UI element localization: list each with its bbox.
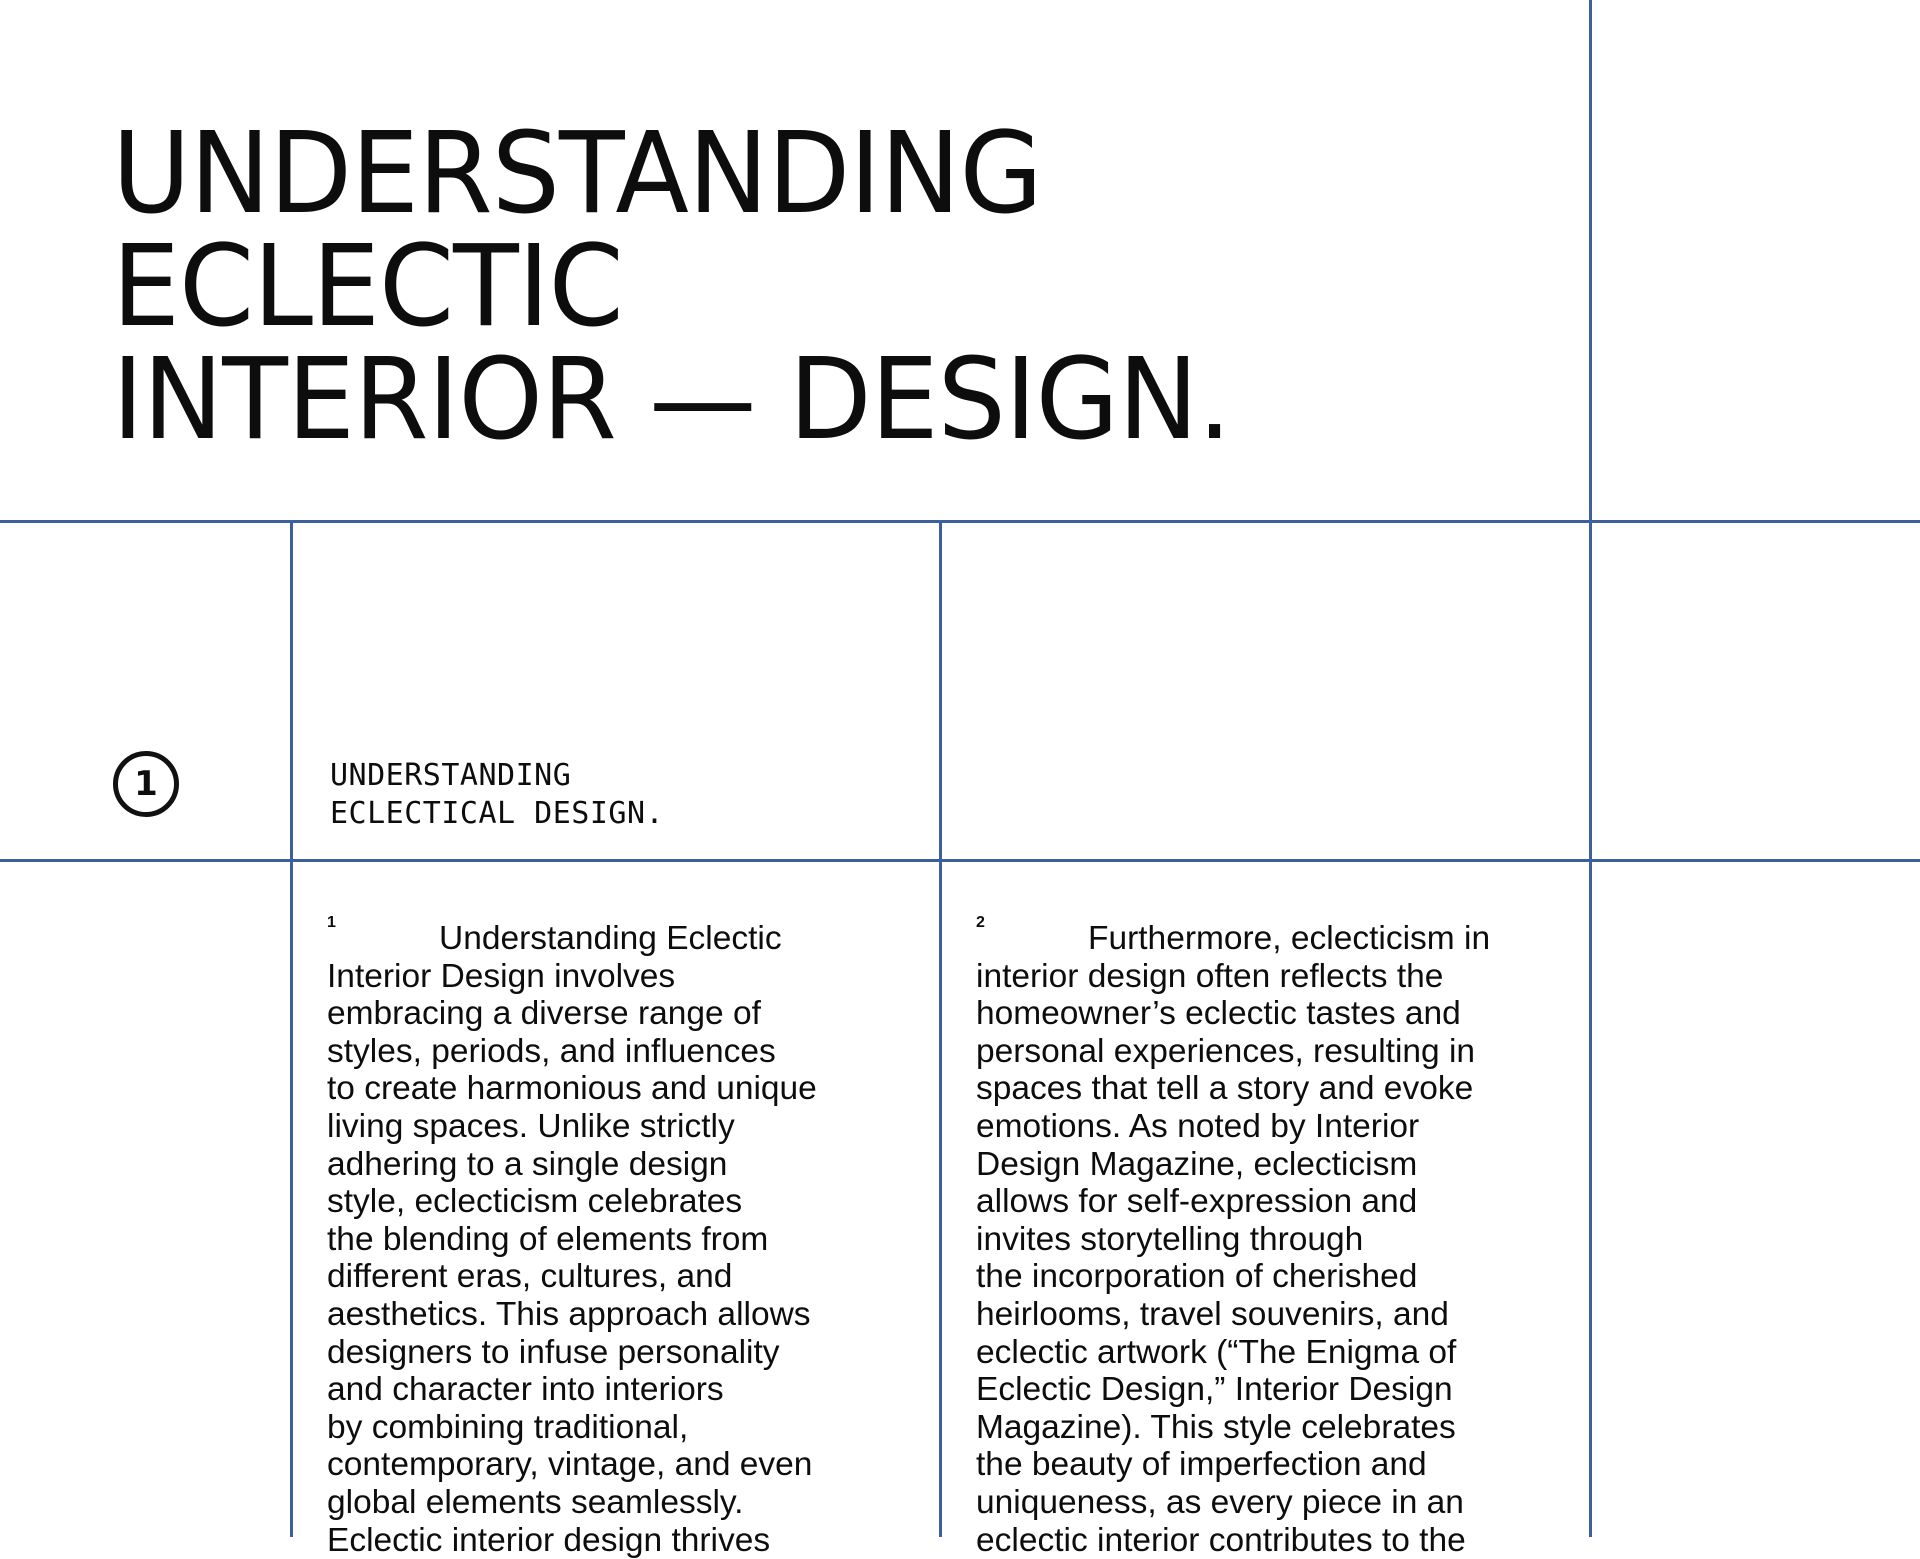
grid-line-middle bbox=[0, 859, 1920, 862]
paragraph-line: eclectic artwork (“The Enigma of bbox=[976, 1334, 1490, 1372]
paragraph-line: designers to infuse personality bbox=[327, 1334, 817, 1372]
paragraph-line: Design Magazine, eclecticism bbox=[976, 1146, 1490, 1184]
paragraph-line: aesthetics. This approach allows bbox=[327, 1296, 817, 1334]
grid-line-center bbox=[939, 520, 942, 1537]
paragraph-line: emotions. As noted by Interior bbox=[976, 1108, 1490, 1146]
paragraph-line: the beauty of imperfection and bbox=[976, 1446, 1490, 1484]
title-line: ECLECTIC bbox=[112, 231, 1231, 344]
grid-line-left bbox=[290, 520, 293, 1537]
paragraph-line: global elements seamlessly. bbox=[327, 1484, 817, 1522]
page-title bbox=[112, 118, 1231, 457]
paragraph-line: the blending of elements from bbox=[327, 1221, 817, 1259]
paragraph-line: styles, periods, and influences bbox=[327, 1033, 817, 1071]
text-column-1 bbox=[327, 904, 817, 1559]
paragraph-line: contemporary, vintage, and even bbox=[327, 1446, 817, 1484]
paragraph-line-text: Furthermore, eclecticism in bbox=[1088, 920, 1490, 957]
paragraph-line: homeowner’s eclectic tastes and bbox=[976, 995, 1490, 1033]
paragraph-line-text: Understanding Eclectic bbox=[439, 920, 782, 957]
paragraph-line: Eclectic interior design thrives bbox=[327, 1522, 817, 1559]
title-line: INTERIOR — DESIGN. bbox=[112, 344, 1231, 457]
paragraph-line bbox=[976, 904, 1490, 958]
paragraph-line: invites storytelling through bbox=[976, 1221, 1490, 1259]
section-heading-line: ECLECTICAL DESIGN. bbox=[330, 795, 664, 833]
paragraph-line: Interior Design involves bbox=[327, 958, 817, 996]
grid-line-top bbox=[0, 520, 1920, 523]
paragraph-line: Eclectic Design,” Interior Design bbox=[976, 1371, 1490, 1409]
paragraph-line: embracing a diverse range of bbox=[327, 995, 817, 1033]
section-number: 1 bbox=[134, 767, 158, 801]
footnote-marker: 1 bbox=[327, 904, 439, 942]
paragraph-line: spaces that tell a story and evoke bbox=[976, 1070, 1490, 1108]
paragraph-line: allows for self-expression and bbox=[976, 1183, 1490, 1221]
paragraph-line bbox=[327, 904, 817, 958]
section-heading-line: UNDERSTANDING bbox=[330, 757, 664, 795]
section-number-badge bbox=[113, 751, 179, 817]
paragraph-line: style, eclecticism celebrates bbox=[327, 1183, 817, 1221]
section-heading bbox=[330, 757, 664, 833]
paragraph-line: to create harmonious and unique bbox=[327, 1070, 817, 1108]
text-column-2 bbox=[976, 904, 1490, 1559]
paragraph-line: personal experiences, resulting in bbox=[976, 1033, 1490, 1071]
paragraph-line: living spaces. Unlike strictly bbox=[327, 1108, 817, 1146]
paragraph-line: by combining traditional, bbox=[327, 1409, 817, 1447]
title-line: UNDERSTANDING bbox=[112, 118, 1231, 231]
paragraph-line: uniqueness, as every piece in an bbox=[976, 1484, 1490, 1522]
paragraph-line: Magazine). This style celebrates bbox=[976, 1409, 1490, 1447]
paragraph-line: different eras, cultures, and bbox=[327, 1258, 817, 1296]
paragraph-line: interior design often reflects the bbox=[976, 958, 1490, 996]
paragraph-line: and character into interiors bbox=[327, 1371, 817, 1409]
paragraph-line: the incorporation of cherished bbox=[976, 1258, 1490, 1296]
footnote-marker: 2 bbox=[976, 904, 1088, 942]
paragraph-line: heirlooms, travel souvenirs, and bbox=[976, 1296, 1490, 1334]
grid-line-right bbox=[1589, 0, 1592, 1537]
paragraph-line: eclectic interior contributes to the bbox=[976, 1522, 1490, 1559]
paragraph-line: adhering to a single design bbox=[327, 1146, 817, 1184]
